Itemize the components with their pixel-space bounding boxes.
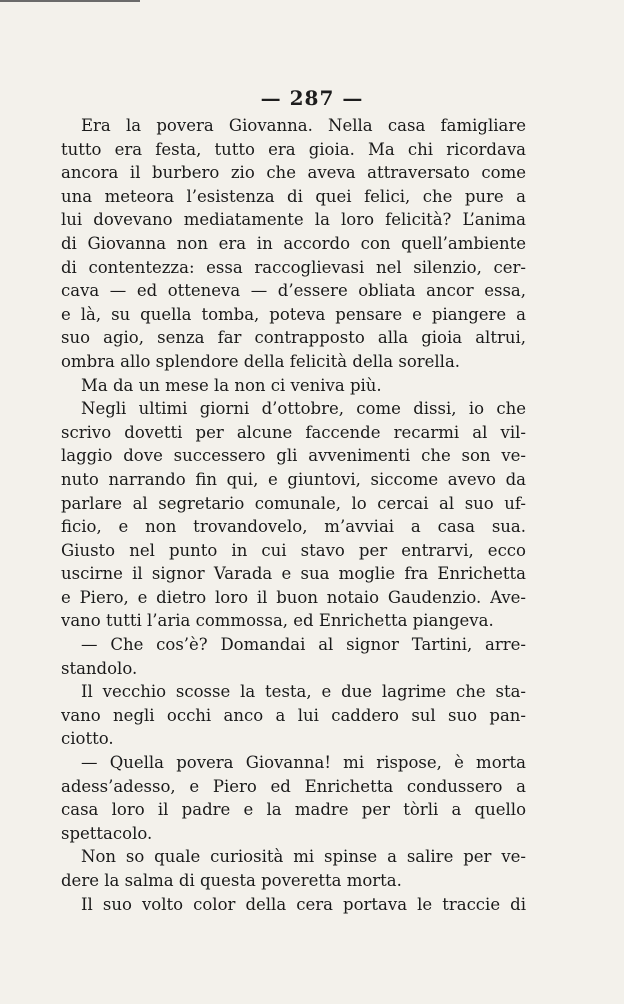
text-line: nuto narrando fin qui, e giuntovi, siccome avevo da — [61, 469, 526, 489]
text-line: Ma da un mese la non ci veniva più. — [81, 375, 382, 395]
text-line: dere la salma di questa poveretta morta. — [61, 871, 402, 890]
text-line: — Che cos’è? Domandai al signor Tartini, arre- — [81, 635, 526, 655]
text-line: una meteora l’esistenza di quei felici, che pure a — [61, 186, 526, 206]
text-line: cava — ed otteneva — d’essere obliata ancor essa, — [61, 281, 526, 301]
text-line: scrivo dovetti per alcune faccende recarmi al vil- — [61, 422, 526, 442]
text-line: Il vecchio scosse la testa, e due lagrime che sta- — [81, 682, 526, 702]
text-line: di contentezza: essa raccoglievasi nel silenzio, cer- — [61, 257, 526, 277]
text-line: e là, su quella tomba, poteva pensare e piangere a — [61, 304, 526, 324]
page-number: — 287 — — [260, 86, 364, 110]
body-text — [61, 114, 526, 916]
text-line: vano negli occhi anco a lui caddero sul suo pan- — [61, 705, 526, 725]
text-line: suo agio, senza far contrapposto alla gioia altrui, — [61, 328, 526, 348]
text-line: Era la povera Giovanna. Nella casa famigliare — [81, 116, 526, 135]
text-line: Giusto nel punto in cui stavo per entrarvi, ecco — [61, 540, 526, 560]
text-line: vano tutti l’aria commossa, ed Enrichetta piangeva. — [61, 611, 494, 631]
text-line: tutto era festa, tutto era gioia. Ma chi ricordava — [61, 139, 526, 159]
text-line: — Quella povera Giovanna! mi rispose, è morta — [81, 753, 526, 773]
text-line: parlare al segretario comunale, lo cercai al suo uf- — [61, 493, 526, 513]
top-rule — [0, 0, 140, 2]
text-line: casa loro il padre e la madre per tòrli a quello — [61, 800, 526, 820]
text-line: spettacolo. — [61, 823, 153, 843]
text-line: di Giovanna non era in accordo con quell’ambiente — [61, 233, 526, 253]
text-line: Il suo volto color della cera portava le traccie di — [81, 894, 526, 914]
text-line: e Piero, e dietro loro il buon notaio Gaudenzio. Ave- — [61, 587, 526, 607]
text-line: Negli ultimi giorni d’ottobre, come dissi, io che — [81, 399, 526, 419]
text-line: ficio, e non trovandovelo, m’avviai a casa sua. — [61, 517, 526, 537]
text-line: ciotto. — [61, 729, 114, 749]
text-line: ancora il burbero zio che aveva attraversato come — [61, 163, 526, 183]
text-line: ombra allo splendore della felicità della sorella. — [61, 351, 461, 371]
text-line: standolo. — [61, 658, 138, 678]
text-line: Non so quale curiosità mi spinse a salire per ve- — [81, 847, 526, 867]
text-line: lui dovevano mediatamente la loro felicità? L’anima — [61, 210, 526, 230]
text-line: adess’adesso, e Piero ed Enrichetta condussero a — [61, 776, 526, 796]
text-line: uscirne il signor Varada e sua moglie fra Enrichetta — [61, 564, 526, 584]
text-line: laggio dove successero gli avvenimenti che son ve- — [61, 446, 526, 466]
